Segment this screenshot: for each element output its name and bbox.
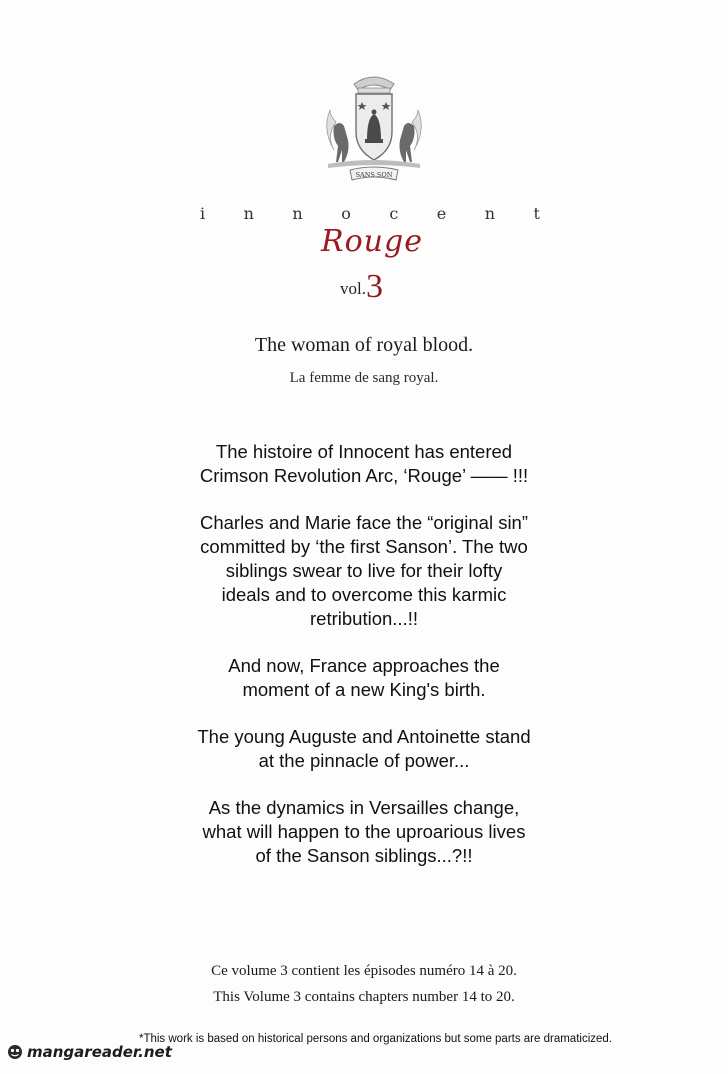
synopsis-line: siblings swear to live for their lofty bbox=[225, 560, 503, 581]
series-title-letter: i bbox=[200, 204, 206, 223]
contents-note-french: Ce volume 3 contient les épisodes numéro 14 à 20. bbox=[211, 963, 517, 979]
synopsis-line: what will happen to the uproarious lives bbox=[202, 821, 526, 842]
synopsis-line: Charles and Marie face the “original sin” bbox=[199, 512, 528, 533]
synopsis-line: Crimson Revolution Arc, ‘Rouge’ —— !!! bbox=[199, 465, 529, 486]
series-title bbox=[200, 204, 540, 223]
synopsis-line: retribution...!! bbox=[310, 608, 418, 629]
synopsis-paragraph bbox=[150, 796, 578, 868]
series-title-letter: o bbox=[341, 204, 351, 223]
series-title-letter: e bbox=[436, 204, 447, 223]
arc-title: Rouge bbox=[321, 224, 423, 259]
chapter-title-french: La femme de sang royal. bbox=[289, 370, 439, 386]
volume-number: 3 bbox=[365, 268, 383, 305]
synopsis-line: at the pinnacle of power... bbox=[258, 750, 470, 771]
disclaimer: *This work is based on historical persons and organizations but some parts are dramaticized. bbox=[138, 1033, 612, 1045]
chapter-title-english: The woman of royal blood. bbox=[254, 334, 474, 356]
volume-label bbox=[340, 268, 400, 306]
volume-prefix: vol. bbox=[340, 279, 366, 298]
synopsis-line: And now, France approaches the bbox=[228, 655, 500, 676]
synopsis-paragraph bbox=[150, 654, 578, 702]
series-title-letter: t bbox=[533, 204, 540, 223]
crest-motto: SANS SON bbox=[355, 171, 393, 179]
series-title-letter: n bbox=[292, 204, 303, 223]
contents-note-english: This Volume 3 contains chapters number 14 to 20. bbox=[213, 989, 515, 1005]
synopsis-line: The histoire of Innocent has entered bbox=[215, 441, 513, 462]
synopsis-line: As the dynamics in Versailles change, bbox=[208, 797, 520, 818]
synopsis-paragraph bbox=[150, 725, 578, 773]
watermark-text: mangareader.net bbox=[27, 1043, 172, 1061]
watermark bbox=[6, 1043, 172, 1061]
series-title-letter: n bbox=[243, 204, 254, 223]
synopsis-line: ideals and to overcome this karmic bbox=[221, 584, 507, 605]
coat-of-arms-emblem bbox=[320, 70, 428, 188]
synopsis-line: moment of a new King's birth. bbox=[242, 679, 486, 700]
synopsis-line: of the Sanson siblings...?!! bbox=[255, 845, 473, 866]
synopsis-paragraph bbox=[150, 511, 578, 631]
series-title-letter: c bbox=[389, 204, 399, 223]
synopsis-line: committed by ‘the first Sanson’. The two bbox=[200, 536, 528, 557]
synopsis bbox=[150, 440, 578, 891]
watermark-logo-icon bbox=[6, 1043, 24, 1061]
synopsis-paragraph bbox=[150, 440, 578, 488]
synopsis-line: The young Auguste and Antoinette stand bbox=[197, 726, 531, 747]
series-title-letter: n bbox=[484, 204, 496, 223]
